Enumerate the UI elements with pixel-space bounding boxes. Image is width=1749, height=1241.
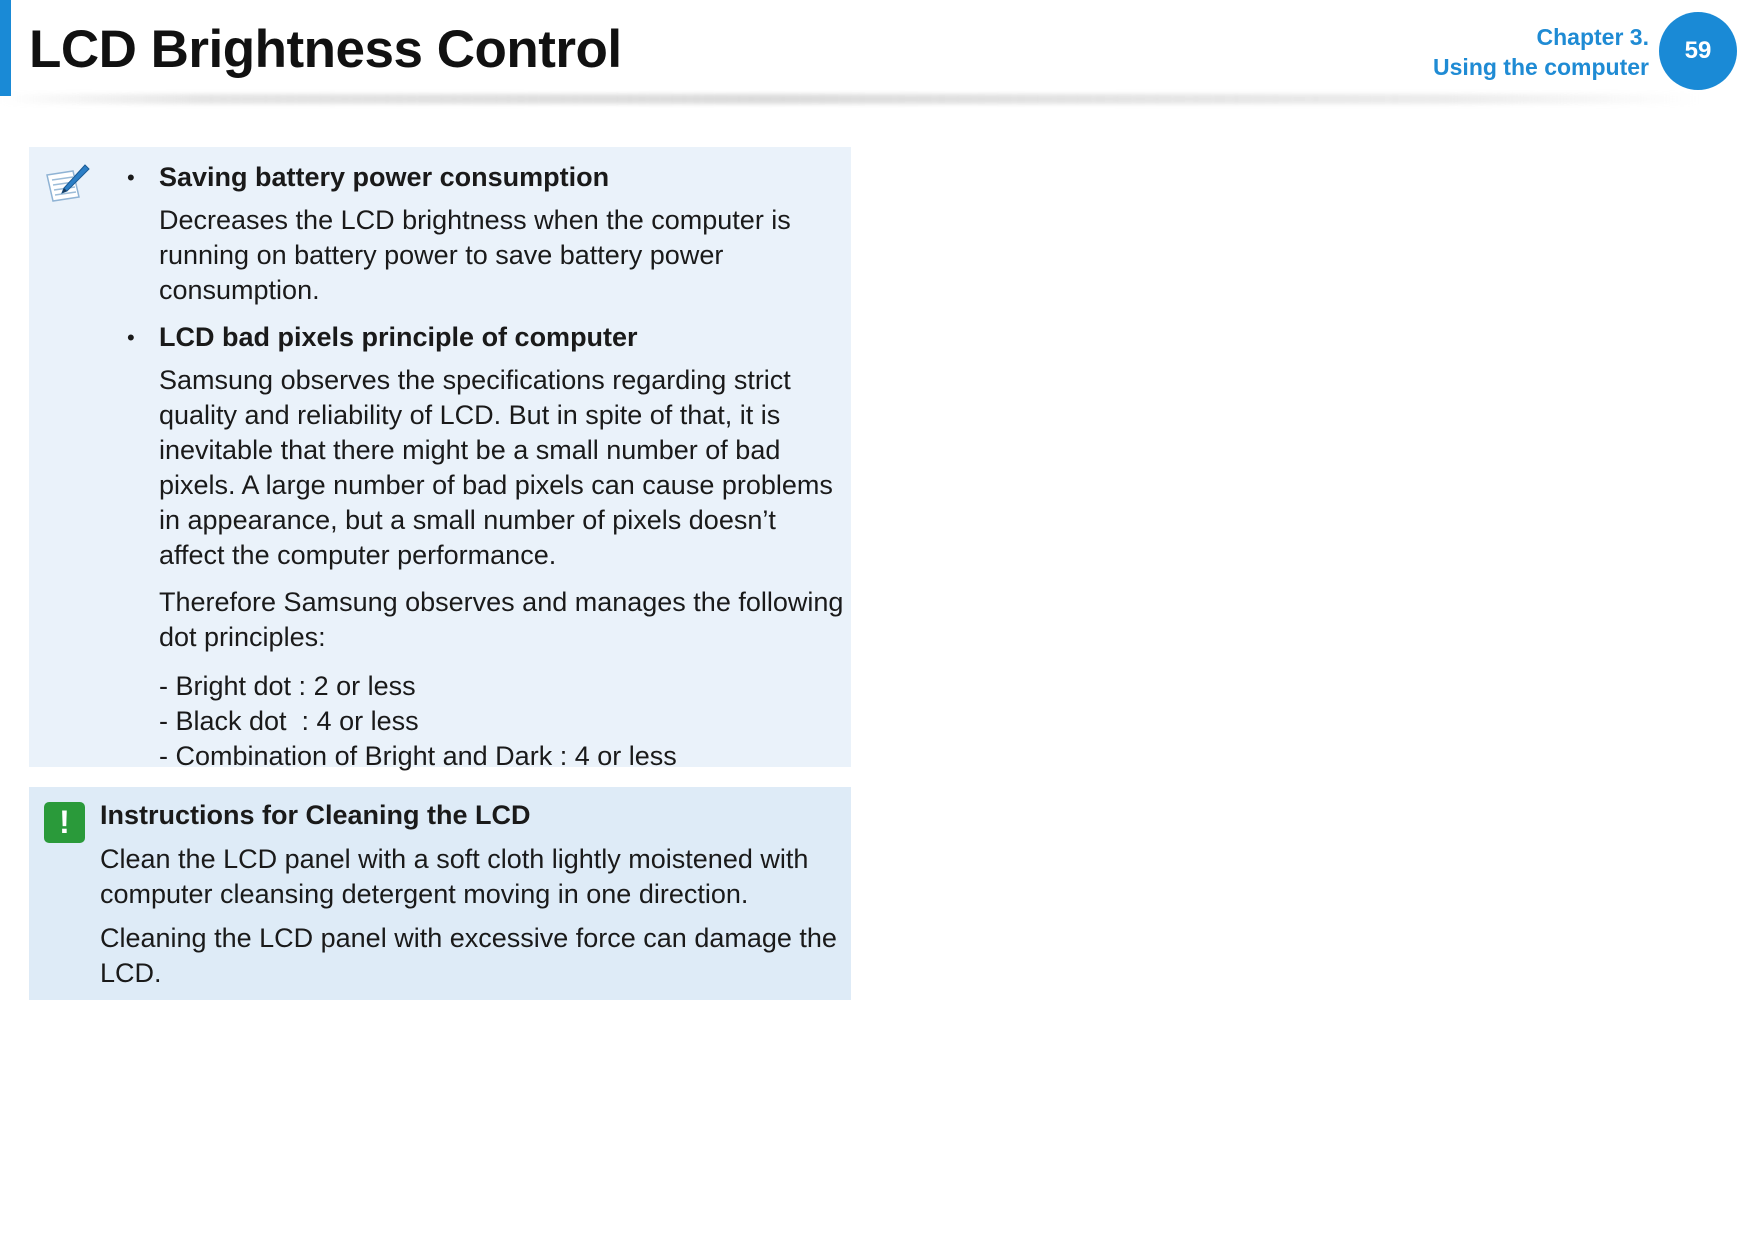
caution-paragraph: Cleaning the LCD panel with excessive force can damage the LCD. <box>100 923 837 988</box>
header-divider <box>0 94 1700 104</box>
note-item-title: Saving battery power consumption <box>159 162 610 192</box>
note-paragraph: Decreases the LCD brightness when the computer is running on battery power to save battery power consumption. <box>159 205 791 305</box>
caution-title: Instructions for Cleaning the LCD <box>100 800 531 830</box>
caution-paragraph: Clean the LCD panel with a soft cloth lightly moistened with computer cleansing detergent moving in one direction. <box>100 844 809 909</box>
chapter-title: Using the computer <box>1433 54 1649 80</box>
dot-rule: - Black dot : 4 or less <box>159 706 419 736</box>
dot-rule: - Bright dot : 2 or less <box>159 671 416 701</box>
chapter-label <box>1433 22 1649 82</box>
caution-content <box>100 798 845 1000</box>
pencil-note-icon <box>43 161 91 212</box>
note-item-battery <box>97 160 845 195</box>
note-item-title: LCD bad pixels principle of computer <box>159 322 638 352</box>
note-item-bad-pixels <box>97 320 845 355</box>
bullet-point: • <box>127 325 135 350</box>
note-paragraph: Samsung observes the specifications regarding strict quality and reliability of LCD. But in spite of that, it is inevitable that there might be a small number of bad pixels. A large number of bad pixels can cause problems in appearance, but a small number of pixels doesn’t affect the computer performance. <box>159 365 833 570</box>
dot-rules-list <box>97 669 845 774</box>
note-box <box>29 147 851 771</box>
caution-box <box>29 787 851 1000</box>
bullet-point: • <box>127 165 135 190</box>
note-content <box>97 160 845 774</box>
header-accent-bar <box>0 0 11 96</box>
note-paragraph: Therefore Samsung observes and manages the following dot principles: <box>159 587 844 652</box>
chapter-number: Chapter 3. <box>1536 24 1649 50</box>
dot-rule: - Combination of Bright and Dark : 4 or less <box>159 741 677 771</box>
page-title: LCD Brightness Control <box>29 20 622 79</box>
page-number-badge: 59 <box>1659 12 1737 90</box>
exclamation-icon: ! <box>44 802 85 843</box>
